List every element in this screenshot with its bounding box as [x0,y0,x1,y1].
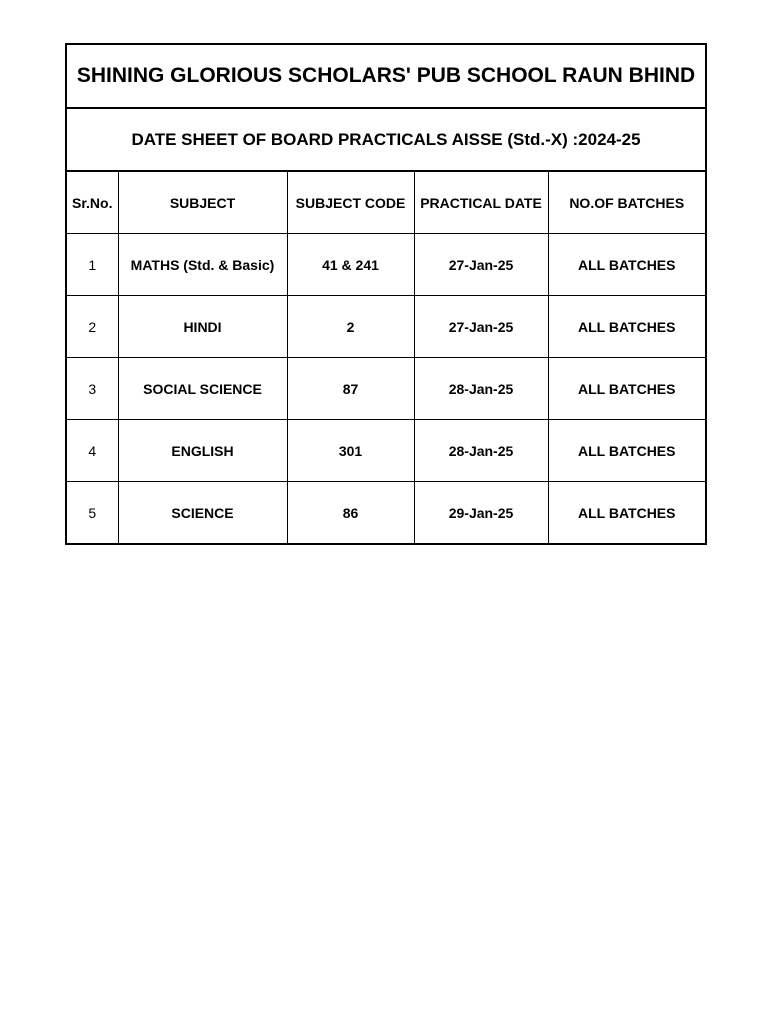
cell-practical-date: 28-Jan-25 [414,358,548,420]
cell-batches: ALL BATCHES [548,296,706,358]
header-sr-no: Sr.No. [66,171,118,234]
school-name: SHINING GLORIOUS SCHOLARS' PUB SCHOOL RAUN BHIND [66,44,706,108]
cell-sr-no: 4 [66,420,118,482]
cell-subject-code: 41 & 241 [287,234,414,296]
table-row [66,482,706,545]
cell-batches: ALL BATCHES [548,482,706,545]
header-batches: NO.OF BATCHES [548,171,706,234]
table-header-row [66,171,706,234]
cell-subject: ENGLISH [118,420,287,482]
table-row [66,296,706,358]
cell-sr-no: 1 [66,234,118,296]
cell-subject: SOCIAL SCIENCE [118,358,287,420]
table-row [66,358,706,420]
header-subject-code: SUBJECT CODE [287,171,414,234]
cell-subject: MATHS (Std. & Basic) [118,234,287,296]
cell-subject-code: 301 [287,420,414,482]
sheet-title: DATE SHEET OF BOARD PRACTICALS AISSE (Std.-X) :2024-25 [66,108,706,171]
cell-subject-code: 87 [287,358,414,420]
title-row [66,44,706,108]
cell-practical-date: 29-Jan-25 [414,482,548,545]
cell-sr-no: 2 [66,296,118,358]
cell-subject: SCIENCE [118,482,287,545]
header-practical-date: PRACTICAL DATE [414,171,548,234]
table-row [66,420,706,482]
table-row [66,234,706,296]
cell-batches: ALL BATCHES [548,234,706,296]
header-subject: SUBJECT [118,171,287,234]
cell-sr-no: 5 [66,482,118,545]
cell-sr-no: 3 [66,358,118,420]
cell-subject-code: 2 [287,296,414,358]
cell-batches: ALL BATCHES [548,420,706,482]
cell-batches: ALL BATCHES [548,358,706,420]
subtitle-row [66,108,706,171]
date-sheet-table [65,43,707,545]
cell-subject-code: 86 [287,482,414,545]
cell-practical-date: 27-Jan-25 [414,234,548,296]
cell-practical-date: 27-Jan-25 [414,296,548,358]
cell-subject: HINDI [118,296,287,358]
cell-practical-date: 28-Jan-25 [414,420,548,482]
